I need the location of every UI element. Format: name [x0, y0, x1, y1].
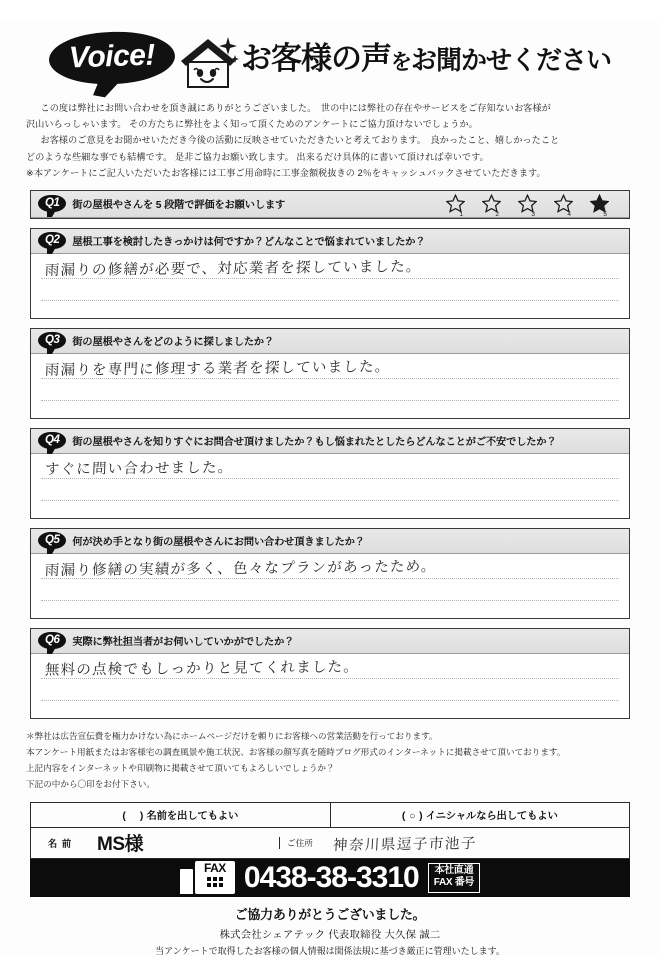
question-block-q2: [30, 228, 630, 319]
question-badge-q4: Q4: [38, 432, 66, 449]
page-title-particle: を: [390, 50, 411, 74]
voice-logo-bubble: Voice!: [48, 30, 176, 86]
intro-line-4: どのような些細な事でも結構です。 是非ご協力お願い致します。 出来るだけ具体的に書いて頂ければ幸いです。: [26, 151, 489, 162]
footnote-line-4: 下記の中から〇印をお付下さい。: [26, 778, 155, 789]
fax-banner: [30, 859, 630, 897]
star-1[interactable]: [446, 194, 465, 218]
rating-stars[interactable]: [446, 194, 623, 218]
page-title-main: お客様の声: [240, 40, 391, 76]
answer-text-q2: 雨漏りの修繕が必要で、対応業者を探していました。: [44, 258, 422, 279]
privacy-notice: 当アンケートで取得したお客様の個人情報は関係法規に基づき厳正に管理いたします。: [155, 945, 505, 956]
star-1-label: 1: [459, 210, 463, 218]
question-text-q6: 実際に弊社担当者がお伺いしていかがでしたか？: [72, 637, 295, 649]
page-header: [0, 22, 660, 94]
question-header-q6: [31, 629, 629, 654]
star-3-label: 3: [531, 210, 535, 218]
fax-icon-label: FAX: [203, 861, 226, 876]
answer-guide-line: [41, 500, 619, 501]
question-header-q3: [31, 329, 629, 354]
footnotes: [26, 729, 634, 793]
fax-machine-icon: [180, 861, 235, 894]
answer-area-q4[interactable]: [31, 454, 629, 518]
answer-guide-line: [41, 600, 619, 601]
thanks-message: ご協力ありがとうございました。: [234, 906, 426, 922]
question-header-q1: [31, 191, 629, 218]
question-header-q5: [31, 529, 629, 554]
question-text-q3: 街の屋根やさんをどのように探しましたか？: [72, 336, 275, 348]
question-block-q1: [30, 190, 630, 219]
intro-paragraph: [26, 100, 634, 181]
consent-option-initials[interactable]: [330, 803, 630, 827]
intro-line-1: この度は弊社にお問い合わせを頂き誠にありがとうございました。 世の中には弊社の存在やサービスをご存知ないお客様が: [40, 103, 551, 113]
question-block-q6: [30, 628, 630, 719]
answer-text-q4: すぐに問い合わせました。: [44, 460, 234, 479]
name-field-label: 名 前: [47, 837, 73, 849]
question-text-q1: 街の屋根やさんを 5 段階で評価をお願いします: [72, 199, 286, 211]
answer-guide-line: [41, 300, 619, 301]
closing-section: [0, 904, 660, 957]
answer-text-q3: 雨漏りを専門に修理する業者を探していました。: [44, 359, 391, 379]
fax-tag-line-2: FAX 番号: [433, 877, 475, 889]
name-field-value[interactable]: MS様: [97, 834, 144, 856]
answer-area-q3[interactable]: [31, 354, 629, 418]
question-badge-q5: Q5: [38, 532, 66, 549]
address-field-label: ご住所: [279, 837, 329, 849]
star-4-label: 4: [567, 210, 571, 218]
star-5-selected[interactable]: [590, 194, 609, 218]
answer-text-q6: 無料の点検でもしっかりと見てくれました。: [44, 659, 360, 679]
question-badge-q2: Q2: [38, 232, 66, 249]
consent-full-name-label: 名前を出してもよい: [146, 810, 239, 822]
fax-tag-line-1: 本社直通: [434, 864, 474, 876]
footnote-line-3: 上記内容をインターネットや印刷物に掲載させて頂いてもよろしいでしょうか？: [26, 762, 335, 773]
question-header-q2: [31, 229, 629, 254]
intro-line-5: ※本アンケートにご記入いただいたお客様には工事ご用命時に工事金額税抜きの 2％をキャッシュバックさせていただきます。: [26, 167, 546, 178]
company-line: 株式会社シェアテック 代表取締役 大久保 誠二: [219, 929, 441, 941]
consent-initials-mark: ( ○ ): [401, 810, 424, 822]
answer-area-q5[interactable]: [31, 554, 629, 618]
answer-guide-line: [41, 400, 619, 401]
page-title: [240, 40, 611, 76]
star-2[interactable]: [482, 194, 501, 218]
intro-line-2: 沢山いらっしゃいます。 その方たちに弊社をよく知って頂くためのアンケートにご協力頂けないでしょうか。: [26, 119, 478, 130]
answer-area-q2[interactable]: [31, 254, 629, 318]
page-title-rest: お聞かせください: [410, 44, 611, 75]
consent-options-row: [31, 803, 629, 828]
question-text-q5: 何が決め手となり街の屋根やさんにお問い合わせ頂きましたか？: [72, 537, 365, 549]
consent-table: [30, 802, 630, 859]
questions-section: [30, 190, 630, 719]
footnote-line-1: ＊弊社は広告宣伝費を極力かけない為にホームページだけを頼りにお客様への営業活動を行っております。: [26, 731, 438, 742]
consent-option-full-name[interactable]: [31, 803, 330, 827]
question-block-q4: [30, 428, 630, 519]
question-block-q3: [30, 328, 630, 419]
answer-guide-line: [41, 700, 619, 701]
fax-direct-tag: [428, 863, 480, 893]
answer-area-q6[interactable]: [31, 654, 629, 718]
address-field-value[interactable]: 神奈川県逗子市池子: [332, 836, 478, 855]
star-3[interactable]: [518, 194, 537, 218]
question-header-q4: [31, 429, 629, 454]
question-text-q4: 街の屋根やさんを知りすぐにお問合せ頂けましたか？もし悩まれたとしたらどんなことがご不安でしたか？: [72, 437, 557, 449]
smiling-house-icon: [177, 27, 241, 89]
question-badge-q6: Q6: [38, 632, 66, 649]
star-5-label: 5: [603, 210, 607, 218]
star-2-label: 2: [495, 210, 499, 218]
footnote-line-2: 本アンケート用紙またはお客様宅の調査風景や施工状況、お客様の顔写真を随時ブログ形式のインターネットに掲載させて頂いております。: [26, 747, 566, 758]
question-badge-q3: Q3: [38, 332, 66, 349]
star-4[interactable]: [554, 194, 573, 218]
intro-line-3: お客様のご意見をお聞かせいただき今後の活動に反映させていただきたいと考えております。 良かったこと、嬉しかったこと: [40, 135, 560, 146]
question-badge-q1: Q1: [38, 195, 66, 212]
answer-text-q5: 雨漏り修繕の実績が多く、色々なプランがあったため。: [44, 559, 437, 580]
question-block-q5: [30, 528, 630, 619]
fax-number: 0438-38-3310: [243, 860, 419, 894]
answer-guide-line: [41, 478, 619, 479]
question-text-q2: 屋根工事を検討したきっかけは何ですか？どんなことで悩まれていましたか？: [72, 236, 426, 248]
survey-page: [0, 22, 660, 955]
consent-full-name-mark: ( ): [122, 810, 144, 822]
customer-info-row: [31, 828, 629, 859]
consent-initials-label: イニシャルなら出してもよい: [425, 810, 558, 822]
